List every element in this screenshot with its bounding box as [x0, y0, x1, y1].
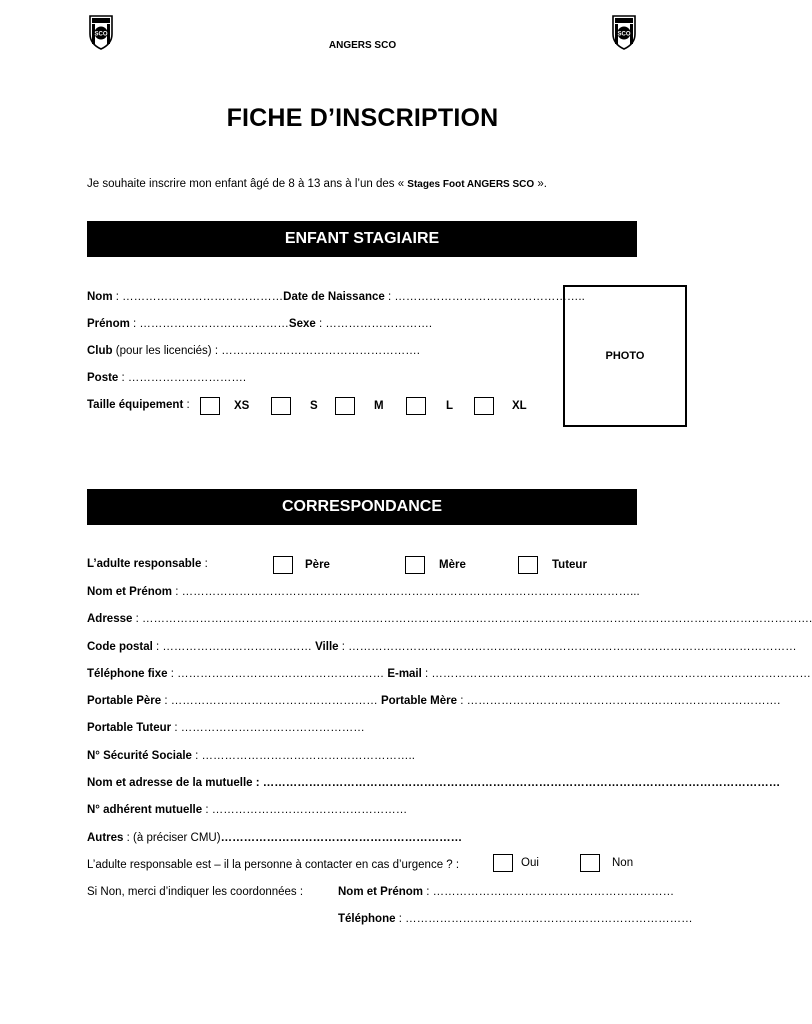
pere-checkbox[interactable] — [273, 556, 293, 574]
size-checkbox-s[interactable] — [271, 397, 291, 415]
cp-ville-row[interactable] — [87, 641, 797, 653]
sinon-nom-row[interactable] — [338, 886, 674, 898]
port-pere-label: Portable Père — [87, 695, 162, 707]
tuteur-label: Tuteur — [552, 559, 587, 572]
adulte-colon: : — [201, 558, 208, 570]
ville-field[interactable]: : ……………………………………………………………………………………………………… — [338, 641, 797, 653]
adulte-label: L’adulte responsable — [87, 558, 202, 570]
sinon-tel-label: Téléphone — [338, 913, 396, 925]
tel-fixe-label: Téléphone fixe — [87, 668, 168, 680]
size-option-xs[interactable] — [200, 397, 249, 415]
pere-label: Père — [305, 559, 330, 572]
intro-text — [87, 178, 547, 190]
adulte-option-tuteur[interactable] — [518, 556, 587, 574]
size-label-l: L — [446, 400, 454, 413]
secu-label: N° Sécurité Sociale — [87, 750, 192, 762]
nom-prenom-field[interactable]: : ………………………………………………………………………………………………………... — [172, 586, 640, 598]
mutuelle-row[interactable]: Nom et adresse de la mutuelle : ……………………………………………………………………………………………………………………… — [87, 777, 781, 789]
naissance-field[interactable]: : ………………………………………….. — [384, 291, 585, 303]
adulte-row — [87, 558, 627, 578]
non-checkbox[interactable] — [580, 854, 600, 872]
photo-label: PHOTO — [605, 350, 645, 362]
ville-label: Ville — [315, 641, 339, 653]
size-checkbox-m[interactable] — [335, 397, 355, 415]
size-label-xl: XL — [512, 400, 527, 413]
cp-label: Code postal — [87, 641, 153, 653]
port-tuteur-row[interactable] — [87, 722, 365, 734]
nom-prenom-row[interactable] — [87, 586, 640, 598]
size-checkbox-xl[interactable] — [474, 397, 494, 415]
tuteur-checkbox[interactable] — [518, 556, 538, 574]
naissance-label: Date de Naissance — [283, 291, 385, 303]
photo-box[interactable] — [563, 285, 687, 427]
oui-checkbox[interactable] — [493, 854, 513, 872]
size-checkbox-xs[interactable] — [200, 397, 220, 415]
size-option-m[interactable] — [335, 397, 384, 415]
prenom-field[interactable]: : ………………………………… — [129, 318, 289, 330]
club-name-header: ANGERS SCO — [328, 40, 397, 51]
sexe-field[interactable]: : ………………………. — [315, 318, 433, 330]
port-mere-label: Portable Mère — [380, 695, 457, 707]
mere-label: Mère — [439, 559, 466, 572]
size-checkbox-l[interactable] — [406, 397, 426, 415]
intro-after: ». — [534, 178, 547, 190]
nom-label: Nom — [87, 291, 113, 303]
sinon-tel-field[interactable]: : ………………………………………………………………… — [395, 913, 693, 925]
size-option-l[interactable] — [406, 397, 453, 415]
adresse-label: Adresse — [87, 613, 133, 625]
urgence-question: L’adulte responsable est – il la personne à contacter en cas d’urgence ? : — [87, 859, 460, 871]
section-heading-correspondance: CORRESPONDANCE — [87, 489, 637, 525]
svg-text:SCO: SCO — [617, 31, 631, 38]
intro-highlight: Stages Foot ANGERS SCO — [407, 179, 535, 190]
svg-text:SCO: SCO — [94, 31, 108, 38]
autres-field[interactable]: ……………………………………………………… — [220, 832, 463, 844]
email-label: E-mail — [387, 668, 422, 680]
urgence-option-oui[interactable] — [493, 854, 539, 872]
poste-row[interactable] — [87, 372, 246, 384]
adherent-field[interactable]: : …………………………………………… — [202, 804, 408, 816]
adulte-option-pere[interactable] — [273, 556, 330, 574]
autres-note: : (à préciser CMU) — [123, 832, 221, 844]
oui-label: Oui — [521, 857, 539, 870]
autres-label: Autres — [87, 832, 124, 844]
taille-colon: : — [183, 399, 190, 411]
prenom-label: Prénom — [87, 318, 130, 330]
urgence-row — [87, 859, 647, 879]
non-label: Non — [612, 857, 634, 870]
intro-before: Je souhaite inscrire mon enfant âgé de 8 à 13 ans à l’un des « — [87, 178, 408, 190]
club-label: Club — [87, 345, 113, 357]
size-option-s[interactable] — [271, 397, 318, 415]
poste-field[interactable]: : …………………………. — [118, 372, 247, 384]
tel-email-row[interactable] — [87, 668, 811, 680]
email-field[interactable]: : ……………………………………………………………………………………… — [421, 668, 811, 680]
adherent-row[interactable] — [87, 804, 407, 816]
taille-label: Taille équipement — [87, 399, 184, 411]
size-label-m: M — [374, 400, 384, 413]
sinon-tel-row[interactable] — [338, 913, 693, 925]
club-row[interactable] — [87, 345, 420, 357]
taille-row — [87, 399, 547, 419]
portables-row[interactable] — [87, 695, 781, 707]
secu-field[interactable]: : ……………………………………………….. — [191, 750, 415, 762]
adresse-row[interactable] — [87, 613, 812, 625]
sinon-text: Si Non, merci d’indiquer les coordonnées : — [87, 886, 304, 898]
size-option-xl[interactable] — [474, 397, 527, 415]
size-label-s: S — [310, 400, 318, 413]
prenom-row[interactable] — [87, 318, 432, 330]
sexe-label: Sexe — [288, 318, 316, 330]
adresse-field[interactable]: : …………………………………………………………………………………………………………………………………………………………. — [132, 613, 812, 625]
adherent-label: N° adhérent mutuelle — [87, 804, 203, 816]
urgence-option-non[interactable] — [580, 854, 633, 872]
nom-prenom-label: Nom et Prénom — [87, 586, 172, 598]
cp-field[interactable]: : ………………………………… — [152, 641, 316, 653]
adulte-option-mere[interactable] — [405, 556, 466, 574]
port-pere-field[interactable]: : ……………………………………………… — [161, 695, 381, 707]
secu-row[interactable] — [87, 750, 415, 762]
mere-checkbox[interactable] — [405, 556, 425, 574]
nom-field[interactable]: : …………………………………… — [112, 291, 284, 303]
page-title: FICHE D’INSCRIPTION — [226, 104, 499, 132]
poste-label: Poste — [87, 372, 119, 384]
club-field[interactable]: (pour les licenciés) : ……………………………………………. — [112, 345, 420, 357]
section-heading-enfant: ENFANT STAGIAIRE — [87, 221, 637, 257]
sinon-nom-field[interactable]: : ……………………………………………………… — [423, 886, 675, 898]
sinon-nom-label: Nom et Prénom — [338, 886, 423, 898]
tel-fixe-field[interactable]: : ……………………………………………… — [167, 668, 388, 680]
port-tuteur-field[interactable]: : ………………………………………… — [171, 722, 365, 734]
autres-row[interactable] — [87, 832, 462, 844]
nom-row[interactable] — [87, 291, 585, 303]
port-tuteur-label: Portable Tuteur — [87, 722, 172, 734]
port-mere-field[interactable]: : ………………………………………………………………………. — [457, 695, 781, 707]
size-label-xs: XS — [234, 400, 250, 413]
